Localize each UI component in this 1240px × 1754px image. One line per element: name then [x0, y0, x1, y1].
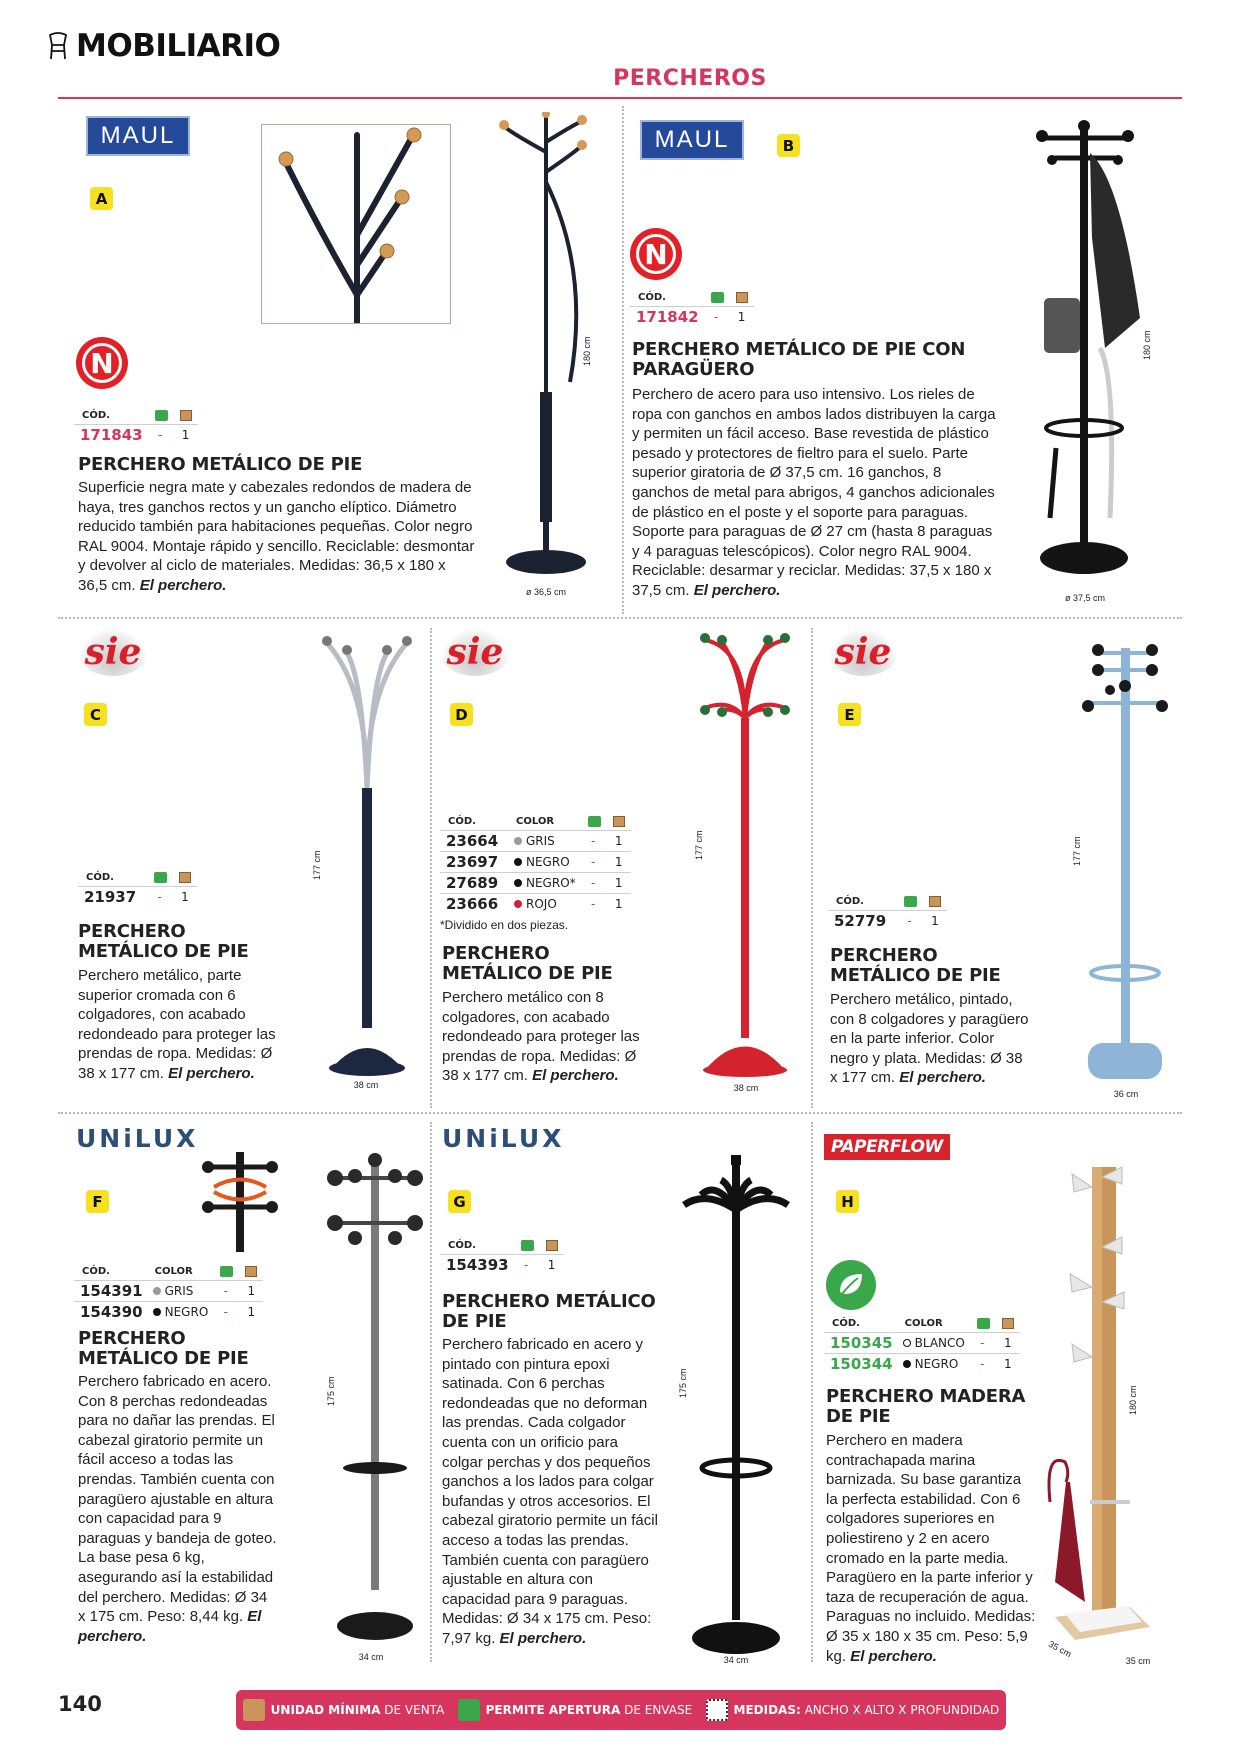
separator-row1 [622, 106, 624, 614]
box-icon [179, 872, 191, 883]
table-row: 23666 ROJO - 1 [440, 893, 631, 914]
product-letter: F [86, 1190, 109, 1213]
product-title: PERCHERO METÁLICO DE PIE [830, 945, 1001, 986]
product-title: PERCHERO METÁLICO DE PIE [78, 1328, 249, 1369]
brand-logo-sie: sie [440, 628, 510, 676]
box-icon [1002, 1318, 1014, 1329]
header-rule [58, 97, 1182, 99]
dimension-height: 180 cm [582, 336, 592, 366]
product-image [676, 1150, 796, 1660]
box-icon [245, 1266, 257, 1277]
table-row: 171842 - 1 [630, 306, 754, 327]
open-pack-icon [154, 872, 167, 883]
product-title: PERCHERO METÁLICO DE PIE [78, 454, 363, 475]
product-detail-image [200, 1152, 280, 1252]
table-row: 27689 NEGRO* - 1 [440, 872, 631, 893]
product-letter: B [777, 134, 800, 157]
dimension-base: 34 cm [723, 1655, 749, 1665]
box-icon [180, 410, 192, 421]
dimension-height: 177 cm [694, 830, 704, 860]
product-description: Perchero en madera contrachapada marina barnizada. Su base garantiza la perfecta estabilidad. Con 6 colgadores superiores en poliestireno y 2 en acero cromado en la parte media. Paragüero en la parte inferior y taza de recuperación de agua. Paraguas no incluido. Medidas: Ø 35 x 180 x 35 cm. Peso: 5,9 kg. El perchero. [826, 1432, 1036, 1665]
box-icon [929, 896, 941, 907]
subsection-title: PERCHEROS [613, 66, 767, 91]
measure-icon [706, 1699, 728, 1721]
dimension-height: 177 cm [312, 850, 322, 880]
dimension-base: 35 cm [1125, 1656, 1151, 1666]
dimension-height: 177 cm [1072, 836, 1082, 866]
brand-logo-sie: sie [78, 628, 148, 676]
product-title: PERCHERO MADERA DE PIE [826, 1386, 1026, 1427]
table-row: 52779 - 1 [828, 910, 947, 931]
separator-h1 [58, 617, 1182, 619]
dimension-depth: 35 cm [1046, 1638, 1074, 1660]
page-number: 140 [58, 1692, 102, 1716]
product-image [312, 628, 422, 1078]
product-image [1030, 118, 1140, 588]
product-description: Perchero fabricado en acero y pintado con pintura epoxi satinada. Con 6 perchas redondeadas que no deforman las prendas. Cada colgador cuenta con un orificio para colgar perchas y dos pequeños ganchos a los lados para colgar bufandas y otros accesorios. El cabezal giratorio permite un fácil acceso a todas las prendas. También cuenta con paragüero ajustable en altura con capacidad para 9 paraguas. Medidas: Ø 34 x 175 cm. Peso: 7,97 kg. El perchero. [442, 1336, 658, 1647]
product-title: PERCHERO METÁLICO DE PIE CON PARAGÜERO [632, 339, 966, 380]
product-description: Perchero metálico, pintado, con 8 colgadores y paragüero en la parte inferior. Color negro y plata. Medidas: Ø 38 x 177 cm. El perchero. [830, 991, 1029, 1087]
table-row: 150345 BLANCO - 1 [824, 1332, 1020, 1353]
table-row: 154390 NEGRO - 1 [74, 1301, 263, 1322]
code-table: CÓD. 52779 - 1 [828, 896, 947, 931]
section-title: MOBILIARIO [46, 28, 280, 64]
dimension-base: ø 36,5 cm [525, 587, 566, 597]
product-description: Perchero de acero para uso intensivo. Los rieles de ropa con ganchos en ambos lados distribuyen la carga y permiten un fácil acceso. Base revestida de plástico pesado y protectores de fieltro para el suelo. Parte superior giratoria de Ø 37,5 cm. 16 ganchos, 8 ganchos de metal para abrigos, 4 ganchos adicionales de plástico en el poste y el soporte para paraguas. Soporte para paraguas de Ø 27 cm (hasta 8 paraguas y 4 paraguas telescópicos). Color negro RAL 9004. Reciclable: desarmar y reciclar. Medidas: 37,5 x 180 x 37,5 cm. El perchero. [632, 386, 996, 599]
product-description: Perchero metálico con 8 colgadores, con acabado redondeado para proteger las prendas de ropa. Medidas: Ø 38 x 177 cm. El perchero. [442, 989, 640, 1085]
legend-bar [236, 1690, 1006, 1730]
open-pack-icon [155, 410, 168, 421]
code-table: CÓD. 154393 - 1 [440, 1240, 564, 1275]
table-row: 150344 NEGRO - 1 [824, 1353, 1020, 1374]
open-pack-icon [220, 1266, 233, 1277]
open-pack-icon [458, 1699, 480, 1721]
code-table: CÓD. 21937 - 1 [78, 872, 197, 907]
box-icon [736, 292, 748, 303]
new-badge: N [76, 337, 128, 389]
box-icon [613, 816, 625, 827]
product-title: PERCHERO METÁLICO DE PIE [442, 943, 613, 984]
table-row: 154391 GRIS - 1 [74, 1280, 263, 1301]
table-row: 171843 - 1 [74, 424, 198, 445]
box-icon [546, 1240, 558, 1251]
separator-row2b [811, 628, 813, 1108]
dimension-base: 34 cm [358, 1652, 384, 1662]
dimension-height: 180 cm [1128, 1385, 1138, 1415]
product-description: Superficie negra mate y cabezales redondos de madera de haya, tres ganchos rectos y un gancho elíptico. Diámetro reducido también para habitaciones pequeñas. Color negro RAL 9004. Montaje rápido y sencillo. Reciclable: desmontar y devolver al ciclo de materiales. Medidas: 36,5 x 180 x 36,5 cm. El perchero. [78, 479, 475, 594]
open-pack-icon [588, 816, 601, 827]
open-pack-icon [977, 1318, 990, 1329]
product-image [690, 628, 800, 1078]
code-table: CÓD. COLOR 150345 BLANCO - 1 150344 NEGRO - 1 [824, 1318, 1020, 1374]
brand-logo-unilux: UNiLUX [442, 1124, 565, 1153]
code-table: CÓD. 171842 - 1 [630, 292, 754, 327]
product-title: PERCHERO METÁLICO DE PIE [442, 1291, 656, 1332]
box-icon [243, 1699, 265, 1721]
separator-row3a [430, 1122, 432, 1662]
separator-h2 [58, 1112, 1182, 1114]
open-pack-icon [904, 896, 917, 907]
product-description: Perchero metálico, parte superior cromada con 6 colgadores, con acabado redondeado para proteger las prendas de ropa. Medidas: Ø 38 x 177 cm. El perchero. [78, 967, 276, 1082]
code-table: CÓD. COLOR 23664 GRIS - 1 23697 NEGRO - 1 27689 NEGRO* - 1 23666 ROJO - 1 [440, 816, 631, 914]
product-letter: G [448, 1190, 471, 1213]
product-detail-image [261, 124, 451, 324]
table-row: 154393 - 1 [440, 1254, 564, 1275]
table-row: 23664 GRIS - 1 [440, 830, 631, 851]
chair-icon [46, 31, 70, 61]
separator-row2a [430, 628, 432, 1108]
table-row: 23697 NEGRO - 1 [440, 851, 631, 872]
brand-logo-sie: sie [828, 628, 898, 676]
legend-item-min-unit: UNIDAD MÍNIMA DE VENTA [243, 1699, 445, 1721]
code-table: CÓD. 171843 - 1 [74, 410, 198, 445]
dimension-base: 36 cm [1113, 1089, 1139, 1099]
open-pack-icon [521, 1240, 534, 1251]
product-description: Perchero fabricado en acero. Con 8 perchas redondeadas para no dañar las prendas. El cabezal giratorio permite un fácil acceso a todas las prendas. También cuenta con paragüero ajustable en altura con capacidad para 9 paraguas y bandeja de goteo. La base pesa 6 kg, asegurando así la estabilidad del perchero. Medidas: Ø 34 x 175 cm. Peso: 8,44 kg. El perchero. [78, 1373, 277, 1645]
product-letter: H [836, 1190, 859, 1213]
brand-logo-paperflow: PAPERFLOW [824, 1134, 950, 1160]
legend-item-dimensions: MEDIDAS: ANCHO X ALTO X PROFUNDIDAD [706, 1699, 1000, 1721]
product-image [320, 1148, 430, 1648]
brand-logo-maul: MAUL [86, 116, 190, 156]
footnote: *Dividido en dos piezas. [440, 918, 569, 932]
dimension-base: ø 37,5 cm [1064, 593, 1105, 603]
brand-logo-maul: MAUL [640, 120, 744, 160]
table-row: 21937 - 1 [78, 886, 197, 907]
open-pack-icon [711, 292, 724, 303]
product-letter: D [450, 703, 473, 726]
dimension-height: 175 cm [678, 1368, 688, 1398]
legend-item-open-pack: PERMITE APERTURA DE ENVASE [458, 1699, 693, 1721]
dimension-height: 180 cm [1142, 330, 1152, 360]
dimension-base: 38 cm [353, 1080, 379, 1090]
product-letter: E [838, 703, 861, 726]
code-table: CÓD. COLOR 154391 GRIS - 1 154390 NEGRO - 1 [74, 1266, 263, 1322]
new-badge: N [630, 228, 682, 280]
product-letter: C [84, 703, 107, 726]
product-title: PERCHERO METÁLICO DE PIE [78, 921, 249, 962]
product-image [1070, 638, 1180, 1088]
leaf-icon [826, 1260, 876, 1310]
separator-row3b [811, 1122, 813, 1662]
dimension-base: 38 cm [733, 1083, 759, 1093]
dimension-height: 175 cm [326, 1376, 336, 1406]
brand-logo-unilux: UNiLUX [76, 1124, 199, 1153]
product-letter: A [90, 187, 113, 210]
